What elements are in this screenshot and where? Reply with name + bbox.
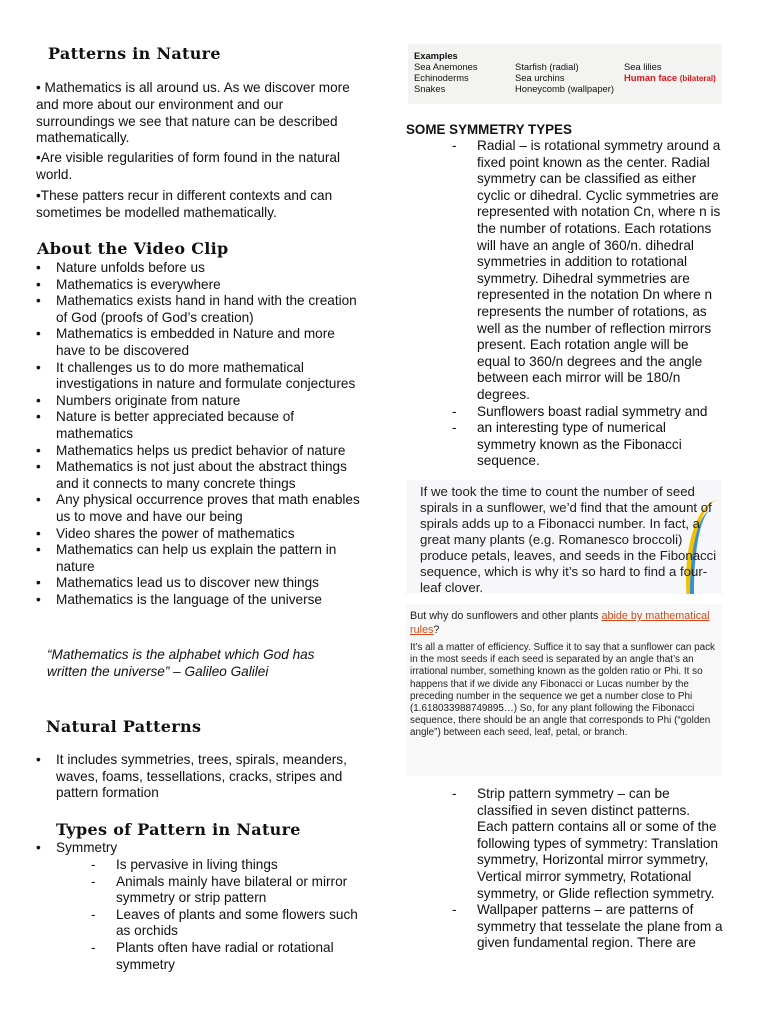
sunflower-why-image	[406, 604, 722, 776]
symmetry-types-list	[452, 138, 724, 470]
why-question-end: ?	[433, 623, 440, 636]
list-item: • Nature is better appreciated because of mathematics	[36, 409, 366, 442]
intro-paragraph-3: •These patters recur in different contexts and can sometimes be modelled mathematically.	[36, 188, 333, 220]
natural-points-list	[36, 752, 366, 802]
list-item: - Leaves of plants and some flowers such as orchids	[91, 907, 366, 940]
fibonacci-text: If we took the time to count the number of seed spirals in a sunflower, we’d find that the amount of spirals adds up to a Fibonacci number. In fact, a great many plants (e.g. Romanesco broccoli) produce petals, leaves, and seeds in the Fibonacci sequence, which is why it’s so hard to find a four-leaf clover.	[420, 484, 717, 594]
list-item: • Numbers originate from nature	[36, 393, 366, 410]
why-answer: It’s all a matter of efficiency. Suffice it to say that a sunflower can pack in the most seeds if each seed is separated by an angle that’s an irrational number, something known as the golden ratio or Phi. It so happens that if we divide any Fibonacci or Lucas number by the preceding number in the sequence we get a number close to Phi (1.618033988749895…) So, for any plant following the Fibonacci sequence, there should be an angle that corresponds to Phi (“golden angle”) between each seed, leaf, petal, or branch.	[410, 642, 715, 739]
list-item: • Mathematics is embedded in Nature and more have to be discovered	[36, 326, 366, 359]
more-symmetry-types-list	[452, 786, 724, 952]
fibonacci-image	[406, 480, 722, 594]
title-types-of-pattern: Types of Pattern in Nature	[56, 820, 301, 839]
intro-paragraph-2: •Are visible regularities of form found in the natural world.	[36, 150, 340, 182]
list-item: • Nature unfolds before us	[36, 260, 366, 277]
list-item: • Mathematics is not just about the abstract things and it connects to many concrete things	[36, 459, 366, 492]
example-item: Sea Anemones	[414, 61, 478, 72]
list-item: • Video shares the power of mathematics	[36, 526, 366, 543]
example-item: Snakes	[414, 83, 446, 94]
list-item: - Animals mainly have bilateral or mirror symmetry or strip pattern	[91, 874, 366, 907]
list-item: - Radial – is rotational symmetry around a fixed point known as the center. Radial symmetry can be classified as either cyclic or dihedral. Cyclic symmetries are represented with notation Cn, where n is the number of rotations. Each rotations will have an angle of 360/n. dihedral symmetries in addition to rotational symmetry. Dihedral symmetries are represented in the notation Dn where n represents the number of rotations, as well as the number of reflection mirrors present. Each rotation angle will be equal to 360/n degrees and the angle between each mirror will be 180/n degrees.	[452, 138, 724, 404]
why-link[interactable]: abide by mathematical rules	[410, 610, 710, 636]
list-item: • Mathematics helps us predict behavior of nature	[36, 443, 366, 460]
list-item: • Mathematics is everywhere	[36, 277, 366, 294]
list-item: • Mathematics is the language of the universe	[36, 592, 366, 609]
list-item: - Sunflowers boast radial symmetry and	[452, 404, 724, 421]
video-points-list	[36, 260, 366, 608]
intro-paragraph-1: • Mathematics is all around us. As we discover more and more about our environment and our surroundings we see that nature can be described mathematically.	[36, 80, 350, 146]
example-item: Sea lilies	[624, 61, 662, 72]
title-patterns-in-nature: Patterns in Nature	[48, 44, 221, 63]
symmetry-sub-list	[91, 857, 366, 973]
list-item: • Any physical occurrence proves that math enables us to move and have our being	[36, 492, 366, 525]
example-highlight-note: (bilateral)	[679, 74, 716, 83]
list-item: • Symmetry	[36, 840, 366, 857]
galileo-quote: “Mathematics is the alphabet which God has written the universe” – Galileo Galilei	[47, 647, 315, 679]
list-item: • Mathematics lead us to discover new things	[36, 575, 366, 592]
examples-image	[408, 44, 722, 104]
list-item: - an interesting type of numerical symmetry known as the Fibonacci sequence.	[452, 420, 724, 470]
example-highlight-text: Human face	[624, 72, 678, 83]
title-about-video-clip: About the Video Clip	[37, 239, 229, 258]
list-item: • It includes symmetries, trees, spirals, meanders, waves, foams, tessellations, cracks, stripes and pattern formation	[36, 752, 366, 802]
why-question	[410, 610, 715, 637]
example-item: Sea urchins	[515, 72, 565, 83]
list-item: • Mathematics exists hand in hand with the creation of God (proofs of God’s creation)	[36, 293, 366, 326]
list-item: • Mathematics can help us explain the pattern in nature	[36, 542, 366, 575]
example-item: Starfish (radial)	[515, 61, 579, 72]
example-item: Echinoderms	[414, 72, 469, 83]
list-item: - Plants often have radial or rotational symmetry	[91, 940, 366, 973]
list-item: - Strip pattern symmetry – can be classified in seven distinct patterns. Each pattern contains all or some of the following types of symmetry: Translation symmetry, Horizontal mirror symmetry, Vertical mirror symmetry, Rotational symmetry, or Glide reflection symmetry.	[452, 786, 724, 902]
why-question-text: But why do sunflowers and other plants	[410, 610, 602, 622]
symmetry-types-heading: SOME SYMMETRY TYPES	[406, 122, 572, 137]
list-item: - Wallpaper patterns – are patterns of symmetry that tesselate the plane from a given fundamental region. There are	[452, 902, 724, 952]
title-natural-patterns: Natural Patterns	[46, 717, 202, 736]
list-item: • It challenges us to do more mathematical investigations in nature and formulate conjectures	[36, 360, 366, 393]
types-points-list	[36, 840, 366, 857]
example-item: Honeycomb (wallpaper)	[515, 83, 615, 94]
example-highlight	[624, 72, 716, 84]
list-item: - Is pervasive in living things	[91, 857, 366, 874]
examples-title: Examples	[414, 50, 458, 61]
